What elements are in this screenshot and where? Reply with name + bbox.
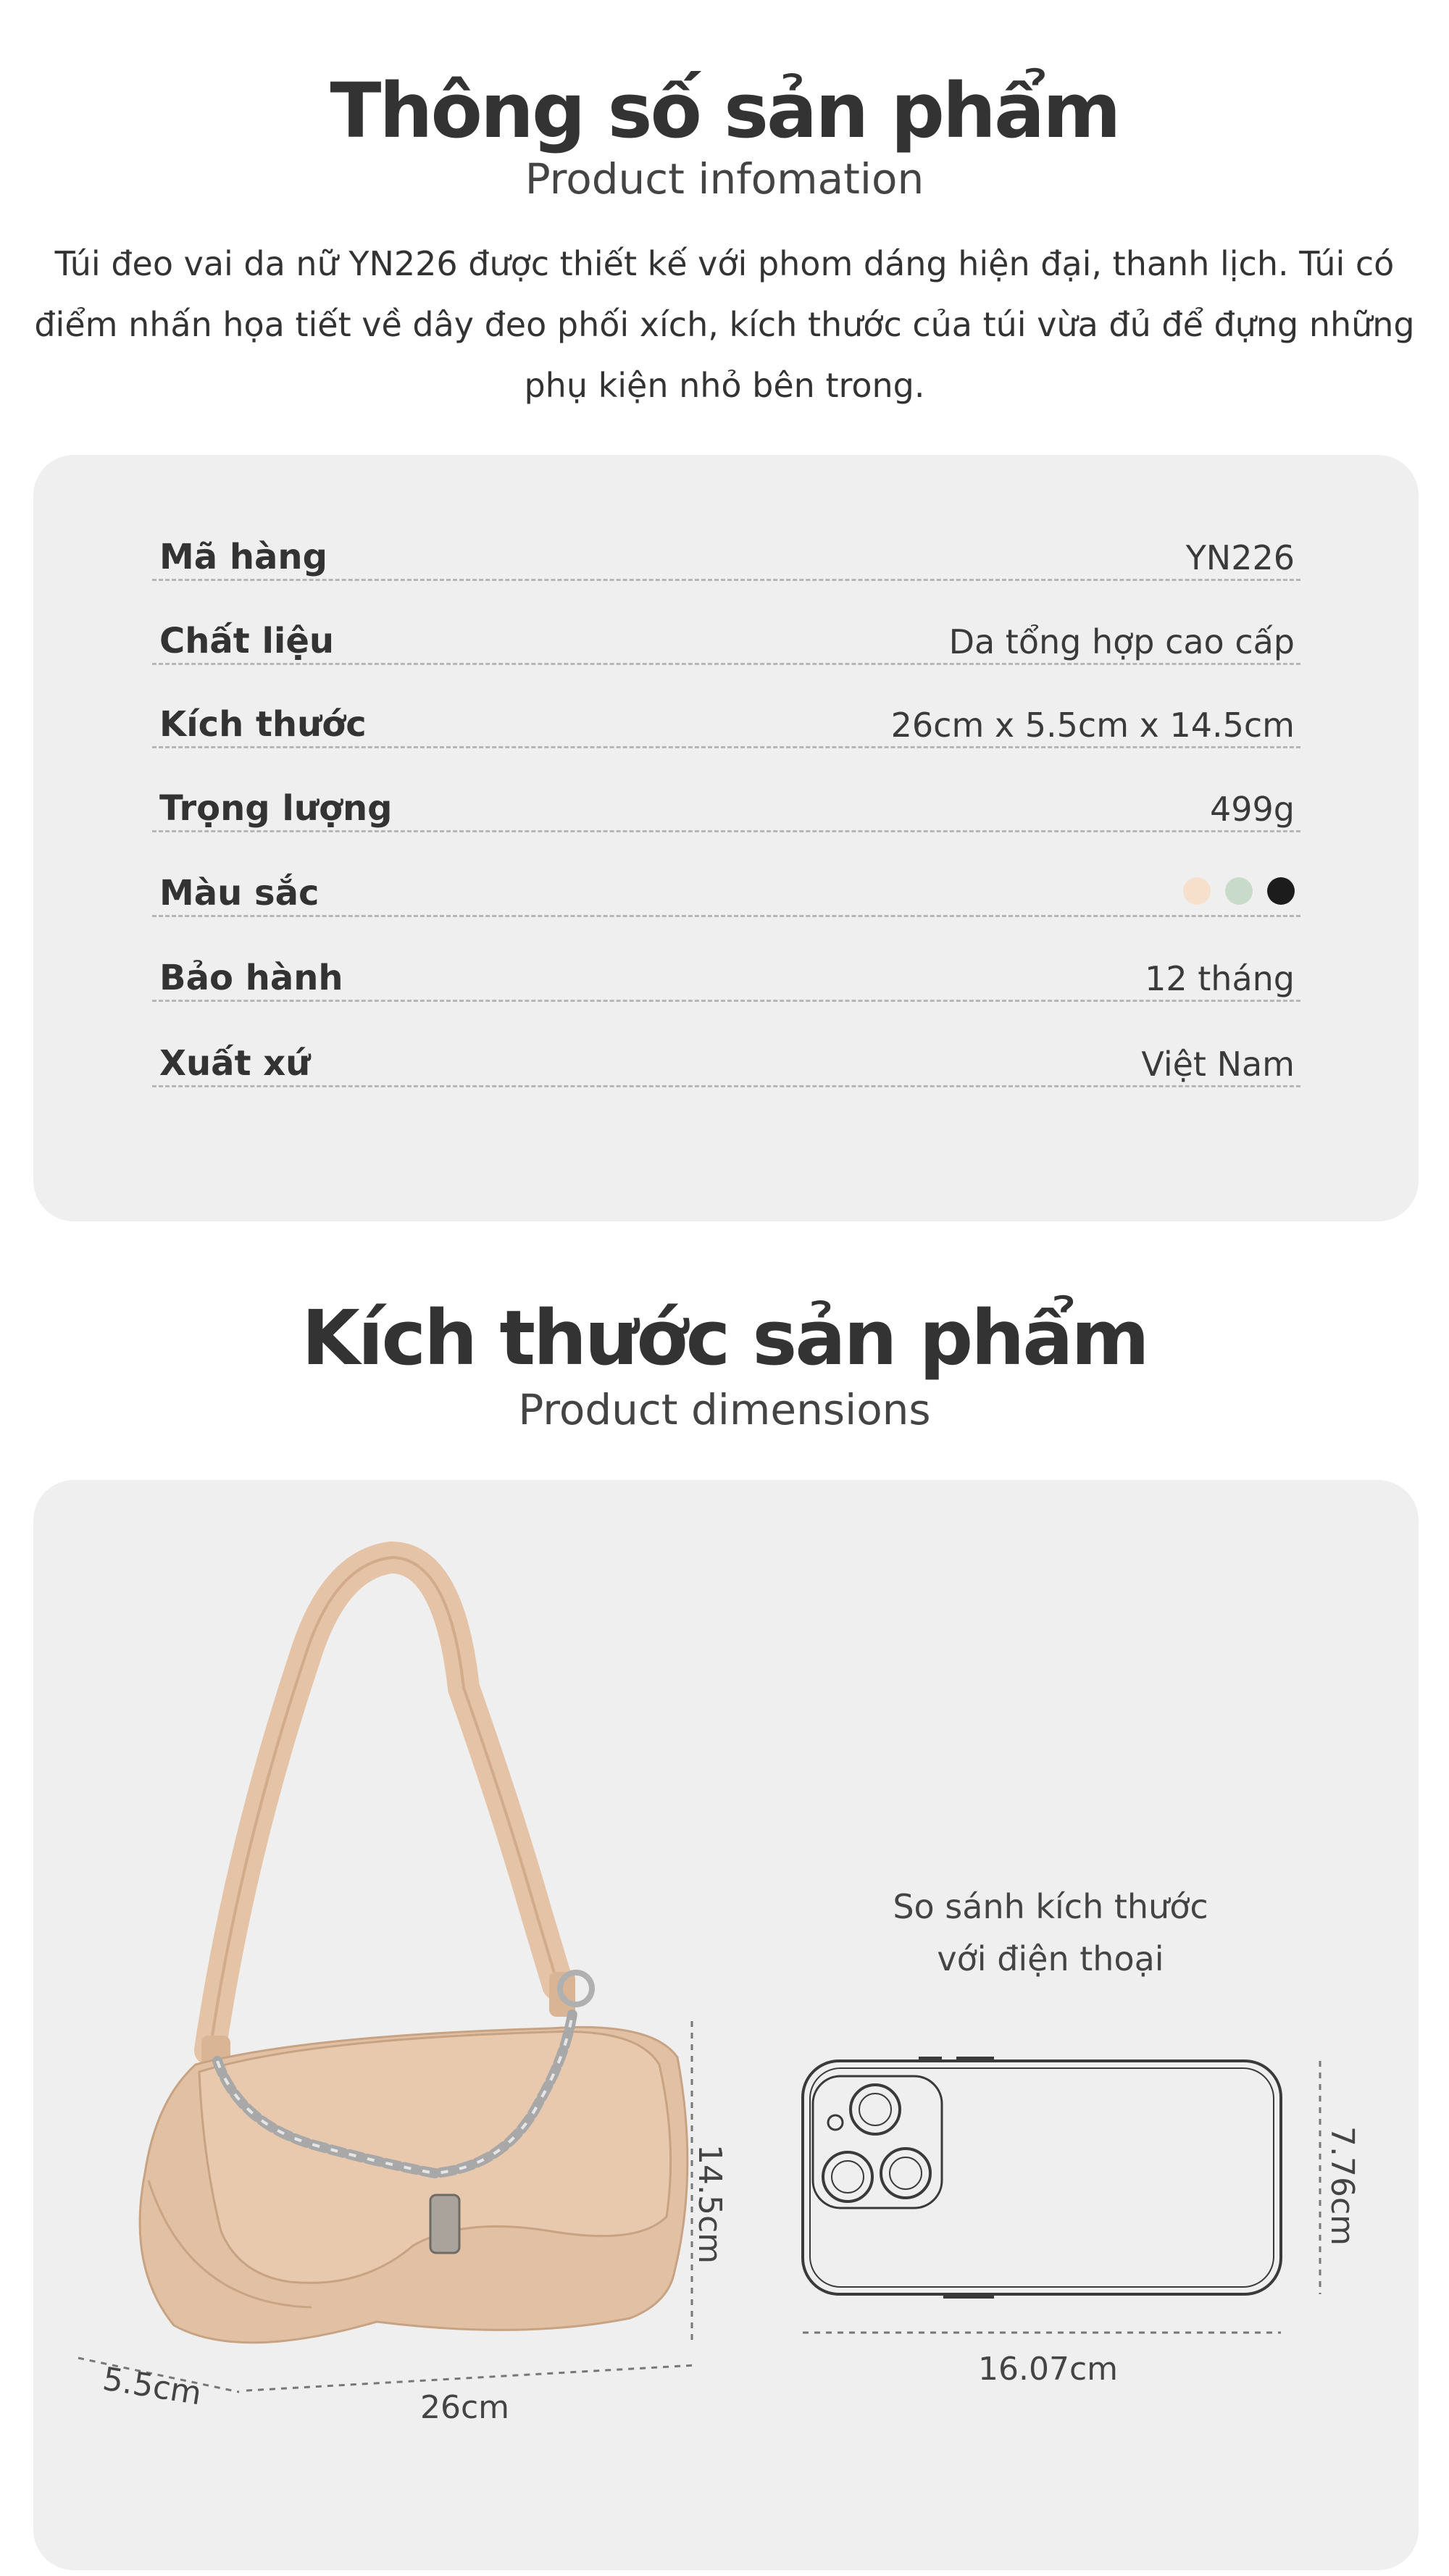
- section-title-info: Thông số sản phẩm: [330, 67, 1119, 155]
- camera-lens-inner: [859, 2094, 891, 2125]
- spec-label: Bảo hành: [159, 958, 343, 998]
- spec-row-weight: [152, 789, 1300, 832]
- product-description: Túi đeo vai da nữ YN226 được thiết kế với phom dáng hiện đại, thanh lịch. Túi có điểm nhấn họa tiết về dây đeo phối xích, kích thước của túi vừa đủ để đựng những phụ kiện nhỏ bên trong.: [34, 244, 1415, 405]
- section-subtitle-dimensions: Product dimensions: [518, 1385, 931, 1434]
- camera-lens-icon: [881, 2149, 930, 2198]
- bag-clasp: [430, 2195, 459, 2253]
- comparison-line-2: với điện thoại: [937, 1939, 1164, 1978]
- spec-row-material: [152, 622, 1300, 665]
- camera-lens-icon: [851, 2085, 900, 2134]
- phone-outline: [803, 2059, 1281, 2296]
- spec-row-colors: [152, 874, 1300, 917]
- comparison-line-1: So sánh kích thước: [893, 1887, 1208, 1926]
- spec-row-code: [152, 538, 1300, 581]
- spec-label: Trọng lượng: [159, 788, 393, 829]
- color-swatch-sage[interactable]: [1225, 877, 1253, 905]
- bag-depth-label: 5.5cm: [100, 2360, 204, 2413]
- bag-width-guide: [246, 2365, 696, 2391]
- section-subtitle-info: Product infomation: [525, 154, 924, 204]
- spec-label: Chất liệu: [159, 621, 335, 661]
- bag-image: [140, 1557, 688, 2343]
- spec-label: Kích thước: [159, 704, 367, 745]
- bag-width-label: 26cm: [420, 2389, 510, 2426]
- camera-flash-icon: [828, 2115, 843, 2130]
- phone-comparison-caption: [877, 1881, 1224, 1985]
- spec-value: Da tổng hợp cao cấp: [948, 622, 1295, 661]
- spec-label: Mã hàng: [159, 537, 327, 577]
- spec-value: YN226: [1185, 538, 1295, 577]
- camera-module: [813, 2076, 942, 2208]
- bag-height-label: 14.5cm: [691, 2144, 728, 2265]
- spec-value: 12 tháng: [1145, 959, 1295, 998]
- spec-row-warranty: [152, 958, 1300, 1002]
- camera-lens-icon: [823, 2152, 872, 2201]
- color-swatch-black[interactable]: [1267, 877, 1295, 905]
- spec-value: 499g: [1210, 790, 1295, 829]
- phone-width-label: 16.07cm: [978, 2351, 1119, 2388]
- color-swatches: [1183, 877, 1295, 905]
- camera-lens-inner: [890, 2157, 922, 2189]
- camera-lens-inner: [832, 2161, 864, 2193]
- phone-screen: [810, 2068, 1274, 2287]
- spec-row-origin: [152, 1044, 1300, 1087]
- spec-label: Xuất xứ: [159, 1043, 311, 1084]
- spec-row-size: [152, 705, 1300, 748]
- spec-label: Màu sắc: [159, 873, 320, 913]
- phone-body: [803, 2061, 1281, 2294]
- section-title-dimensions: Kích thước sản phẩm: [301, 1294, 1148, 1382]
- dimension-illustration: [0, 1480, 1449, 2570]
- phone-height-label: 7.76cm: [1324, 2126, 1361, 2246]
- color-swatch-beige[interactable]: [1183, 877, 1211, 905]
- spec-value: Việt Nam: [1141, 1045, 1295, 1084]
- spec-value: 26cm x 5.5cm x 14.5cm: [890, 706, 1295, 745]
